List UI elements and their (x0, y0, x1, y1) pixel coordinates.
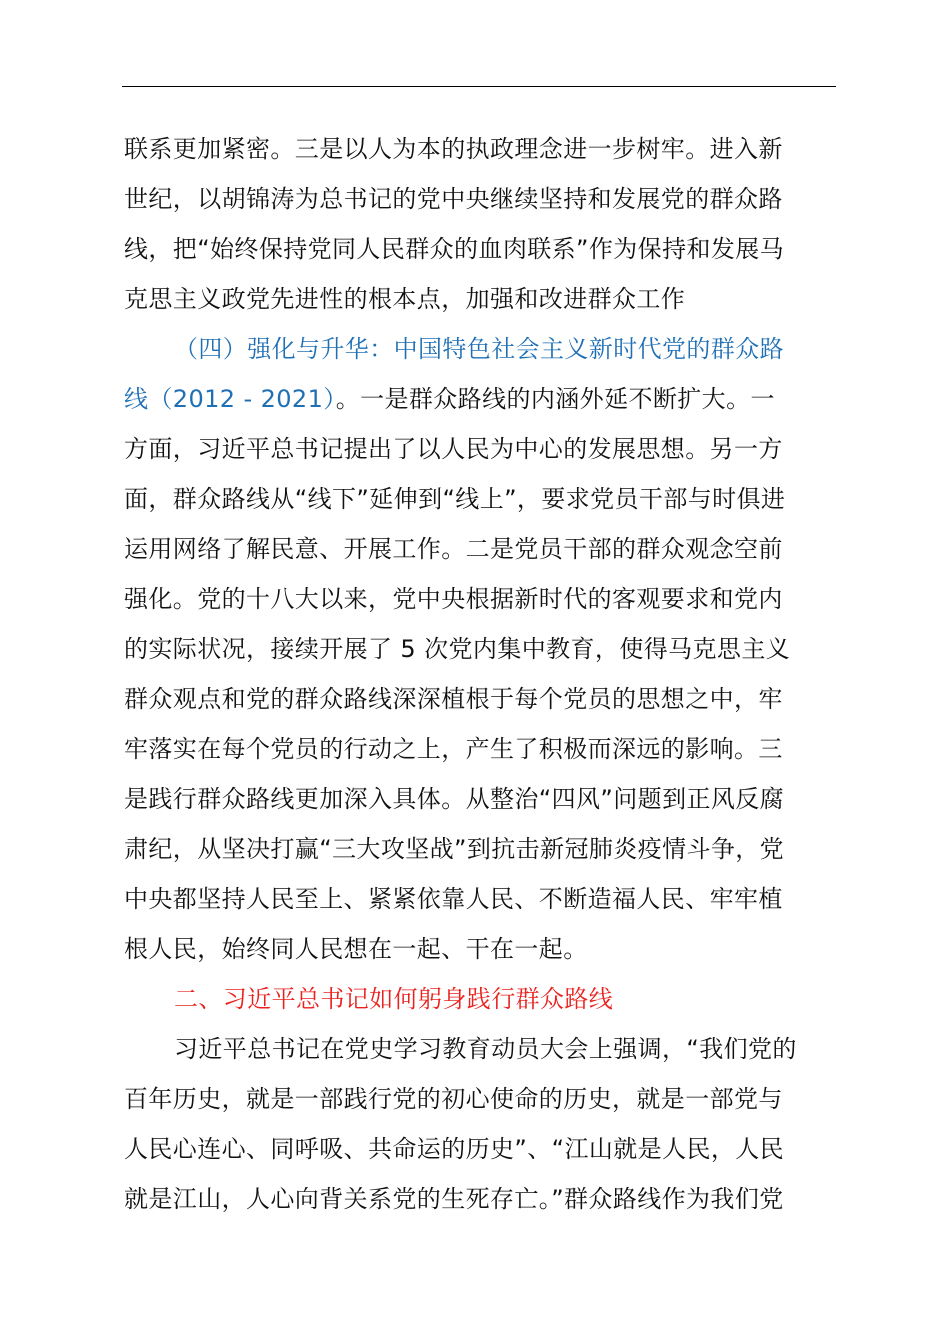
body-line: 人民心连心、同呼吸、共命运的历史”、“江山就是人民，人民 (124, 1135, 785, 1163)
body-line: 百年历史，就是一部践行党的初心使命的历史，就是一部党与 (124, 1085, 783, 1113)
body-text: 。一是群众路线的内涵外延不断扩大。一 (335, 385, 775, 413)
body-line: 克思主义政党先进性的根本点，加强和改进群众工作 (124, 285, 686, 313)
body-line: 是践行群众路线更加深入具体。从整治“四风”问题到正风反腐 (124, 785, 785, 813)
body-line: 群众观点和党的群众路线深深植根于每个党员的思想之中，牢 (124, 685, 783, 713)
section-2-heading: 二、习近平总书记如何躬身践行群众路线 (174, 985, 614, 1013)
section-4-heading-line2 (124, 374, 838, 424)
body-line: 运用网络了解民意、开展工作。二是党员干部的群众观念空前 (124, 535, 783, 563)
body-line: 面，群众路线从“线下”延伸到“线上”，要求党员干部与时俱进 (124, 485, 786, 513)
document-body (124, 124, 838, 1224)
body-line: 联系更加紧密。三是以人为本的执政理念进一步树牢。进入新 (124, 135, 783, 163)
section-4-heading: （四）强化与升华：中国特色社会主义新时代党的群众路 (174, 335, 784, 363)
body-line: 根人民，始终同人民想在一起、干在一起。 (124, 935, 588, 963)
body-line: 的实际状况，接续开展了 5 次党内集中教育，使得马克思主义 (124, 635, 791, 663)
body-line: 强化。党的十八大以来，党中央根据新时代的客观要求和党内 (124, 585, 783, 613)
body-line: 世纪，以胡锦涛为总书记的党中央继续坚持和发展党的群众路 (124, 185, 783, 213)
body-line: 就是江山，人心向背关系党的生死存亡。”群众路线作为我们党 (124, 1185, 784, 1213)
body-line: 方面，习近平总书记提出了以人民为中心的发展思想。另一方 (124, 435, 783, 463)
section-4-heading-years: 线（2012 - 2021） (124, 385, 336, 413)
body-line: 习近平总书记在党史学习教育动员大会上强调，“我们党的 (174, 1035, 797, 1063)
body-line: 肃纪，从坚决打赢“三大攻坚战”到抗击新冠肺炎疫情斗争，党 (124, 835, 785, 863)
body-line: 牢落实在每个党员的行动之上，产生了积极而深远的影响。三 (124, 735, 783, 763)
body-line: 线，把“始终保持党同人民群众的血肉联系”作为保持和发展马 (124, 235, 785, 263)
header-rule (122, 86, 836, 87)
body-line: 中央都坚持人民至上、紧紧依靠人民、不断造福人民、牢牢植 (124, 885, 783, 913)
